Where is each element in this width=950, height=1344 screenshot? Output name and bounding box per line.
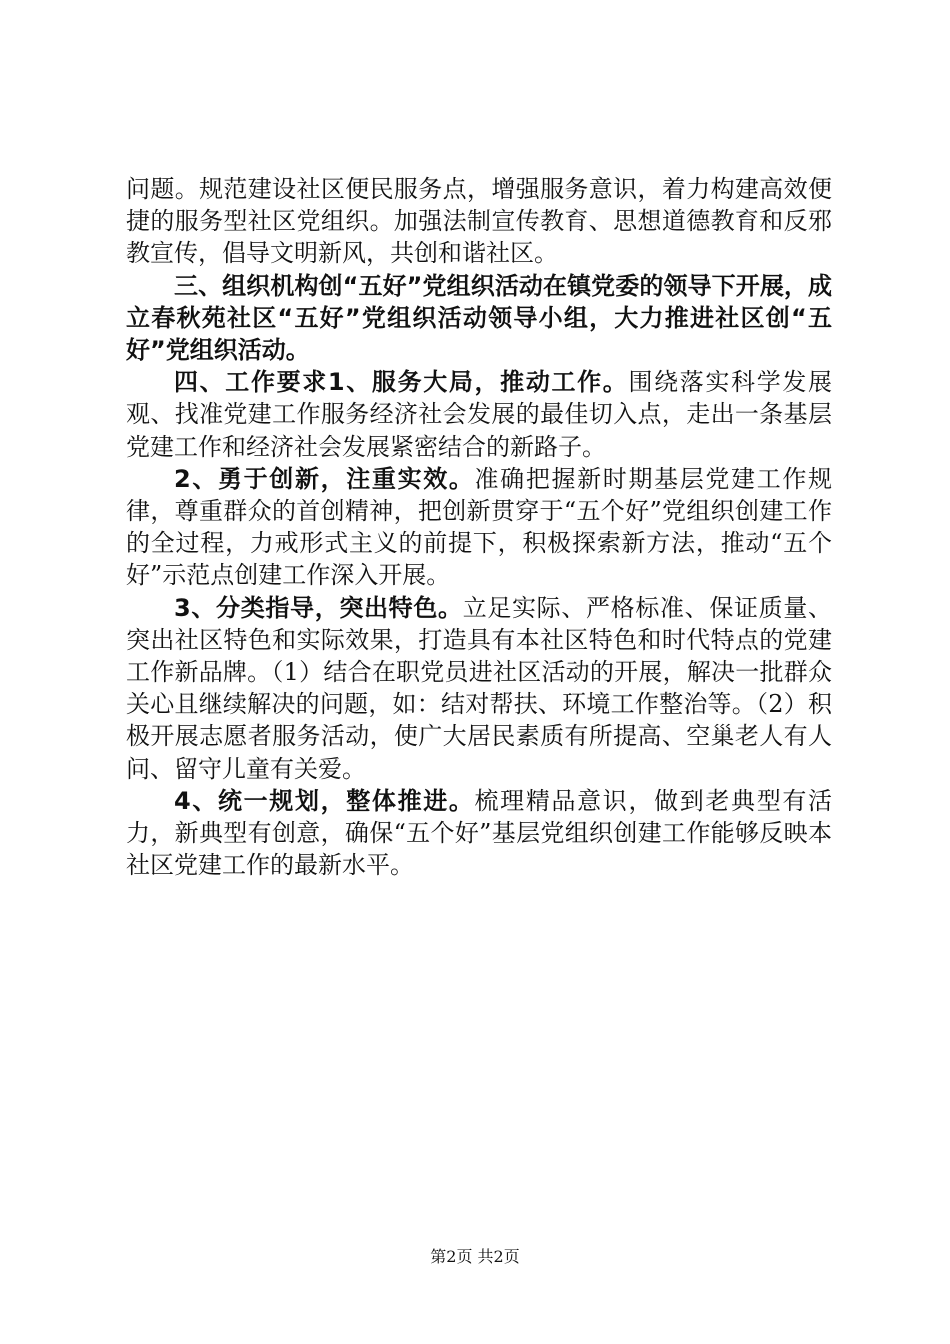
paragraph-bold-lead: 2、勇于创新，注重实效。 — [174, 464, 475, 493]
paragraph-text: 问题。规范建设社区便民服务点，增强服务意识，着力构建高效便捷的服务型社区党组织。加强法制宣传教育、思想道德教育和反邪教宣传，倡导文明新风，共创和谐社区。 — [126, 175, 832, 268]
paragraph-bold-lead: 4、统一规划，整体推进。 — [174, 786, 475, 815]
page-number-footer: 第2页 共2页 — [430, 1247, 520, 1266]
paragraph-item-3 — [126, 592, 832, 785]
paragraph-text: 准确把握新时期基层党建工作规律，尊重群众的首创精神，把创新贯穿于“五个好”党组织创建工作的全过程，力戒形式主义的前提下，积极探索新方法，推动“五个好”示范点创建工作深入开展。 — [126, 464, 833, 590]
paragraph-item-4 — [126, 785, 832, 882]
paragraph-bold-lead: 3、分类指导，突出特色。 — [174, 593, 463, 622]
paragraph-text: 立足实际、严格标准、保证质量、突出社区特色和实际效果，打造具有本社区特色和时代特点的党建工作新品牌。（1）结合在职党员进社区活动的开展，解决一批群众关心且继续解决的问题，如：结对帮扶、环境工作整治等。（2）积极开展志愿者服务活动，使广大居民素质有所提高、空巢老人有人问、留守儿童有关爱。 — [126, 593, 833, 783]
paragraph-section-three — [126, 270, 832, 367]
paragraph-bold-lead: 三、组织机构创“五好”党组织活动在镇党委的领导下开展，成立春秋苑社区“五好”党组织活动领导小组，大力推进社区创“五好”党组织活动。 — [126, 271, 832, 365]
paragraph-section-four — [126, 366, 832, 463]
paragraph-text: 梳理精品意识，做到老典型有活力，新典型有创意，确保“五个好”基层党组织创建工作能够反映本社区党建工作的最新水平。 — [126, 786, 833, 880]
paragraph-continuation — [126, 173, 832, 270]
document-body — [126, 173, 832, 881]
paragraph-item-2 — [126, 463, 832, 592]
paragraph-bold-lead: 四、工作要求1、服务大局，推动工作。 — [174, 368, 629, 397]
paragraph-text: 围绕落实科学发展观、找准党建工作服务经济社会发展的最佳切入点，走出一条基层党建工作和经济社会发展紧密结合的新路子。 — [126, 368, 833, 461]
